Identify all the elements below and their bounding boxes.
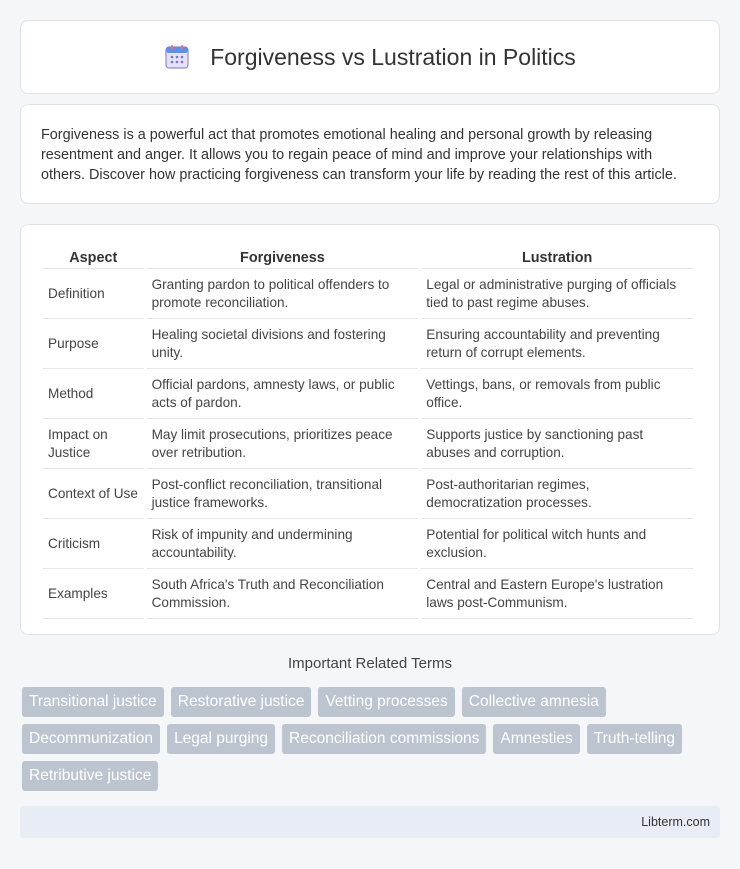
cell-forgiveness: South Africa's Truth and Reconciliation Commission. [147,571,419,619]
header-aspect: Aspect [43,247,144,269]
intro-card [20,104,720,204]
cell-forgiveness: Healing societal divisions and fostering unity. [147,321,419,369]
cell-lustration: Supports justice by sanctioning past abuses and corruption. [421,421,693,469]
cell-lustration: Legal or administrative purging of officials tied to past regime abuses. [421,271,693,319]
header-forgiveness: Forgiveness [147,247,419,269]
footer [20,806,720,838]
table-header-row [43,247,693,269]
cell-forgiveness: Post-conflict reconciliation, transitional justice frameworks. [147,471,419,519]
cell-lustration: Ensuring accountability and preventing return of corrupt elements. [421,321,693,369]
cell-lustration: Vettings, bans, or removals from public office. [421,371,693,419]
tag-amnesties[interactable]: Amnesties [493,724,579,754]
cell-aspect: Definition [43,271,144,319]
cell-lustration: Central and Eastern Europe's lustration laws post-Communism. [421,571,693,619]
cell-aspect: Method [43,371,144,419]
table-row [43,271,693,319]
tag-vetting-processes[interactable]: Vetting processes [318,687,454,717]
table-row [43,521,693,569]
tag-collective-amnesia[interactable]: Collective amnesia [462,687,606,717]
calendar-grid-icon [164,44,190,70]
tag-reconciliation-commissions[interactable]: Reconciliation commissions [282,724,486,754]
tag-retributive-justice[interactable]: Retributive justice [22,761,158,791]
page-title: Forgiveness vs Lustration in Politics [210,43,576,70]
header-card [20,20,720,94]
cell-forgiveness: May limit prosecutions, prioritizes peace over retribution. [147,421,419,469]
comparison-table [40,245,696,621]
cell-lustration: Potential for political witch hunts and exclusion. [421,521,693,569]
table-row [43,571,693,619]
cell-aspect: Examples [43,571,144,619]
cell-lustration: Post-authoritarian regimes, democratization processes. [421,471,693,519]
table-row [43,371,693,419]
header-lustration: Lustration [421,247,693,269]
table-row [43,321,693,369]
tag-transitional-justice[interactable]: Transitional justice [22,687,164,717]
table-row [43,421,693,469]
related-terms-tags [22,687,722,791]
tag-decommunization[interactable]: Decommunization [22,724,160,754]
comparison-table-card [20,224,720,635]
intro-text: Forgiveness is a powerful act that promotes emotional healing and personal growth by releasing resentment and anger. It allows you to regain peace of mind and improve your relationships with others. Discover how practicing forgiveness can transform your life by reading the rest of this article. [41,127,677,183]
tag-legal-purging[interactable]: Legal purging [167,724,275,754]
cell-aspect: Criticism [43,521,144,569]
table-row [43,471,693,519]
tag-restorative-justice[interactable]: Restorative justice [171,687,312,717]
cell-aspect: Impact on Justice [43,421,144,469]
cell-forgiveness: Official pardons, amnesty laws, or public acts of pardon. [147,371,419,419]
cell-aspect: Purpose [43,321,144,369]
tag-truth-telling[interactable]: Truth-telling [587,724,682,754]
related-terms-heading: Important Related Terms [288,655,452,672]
footer-site-link[interactable]: Libterm.com [641,815,710,829]
cell-forgiveness: Granting pardon to political offenders to promote reconciliation. [147,271,419,319]
cell-aspect: Context of Use [43,471,144,519]
cell-forgiveness: Risk of impunity and undermining accountability. [147,521,419,569]
